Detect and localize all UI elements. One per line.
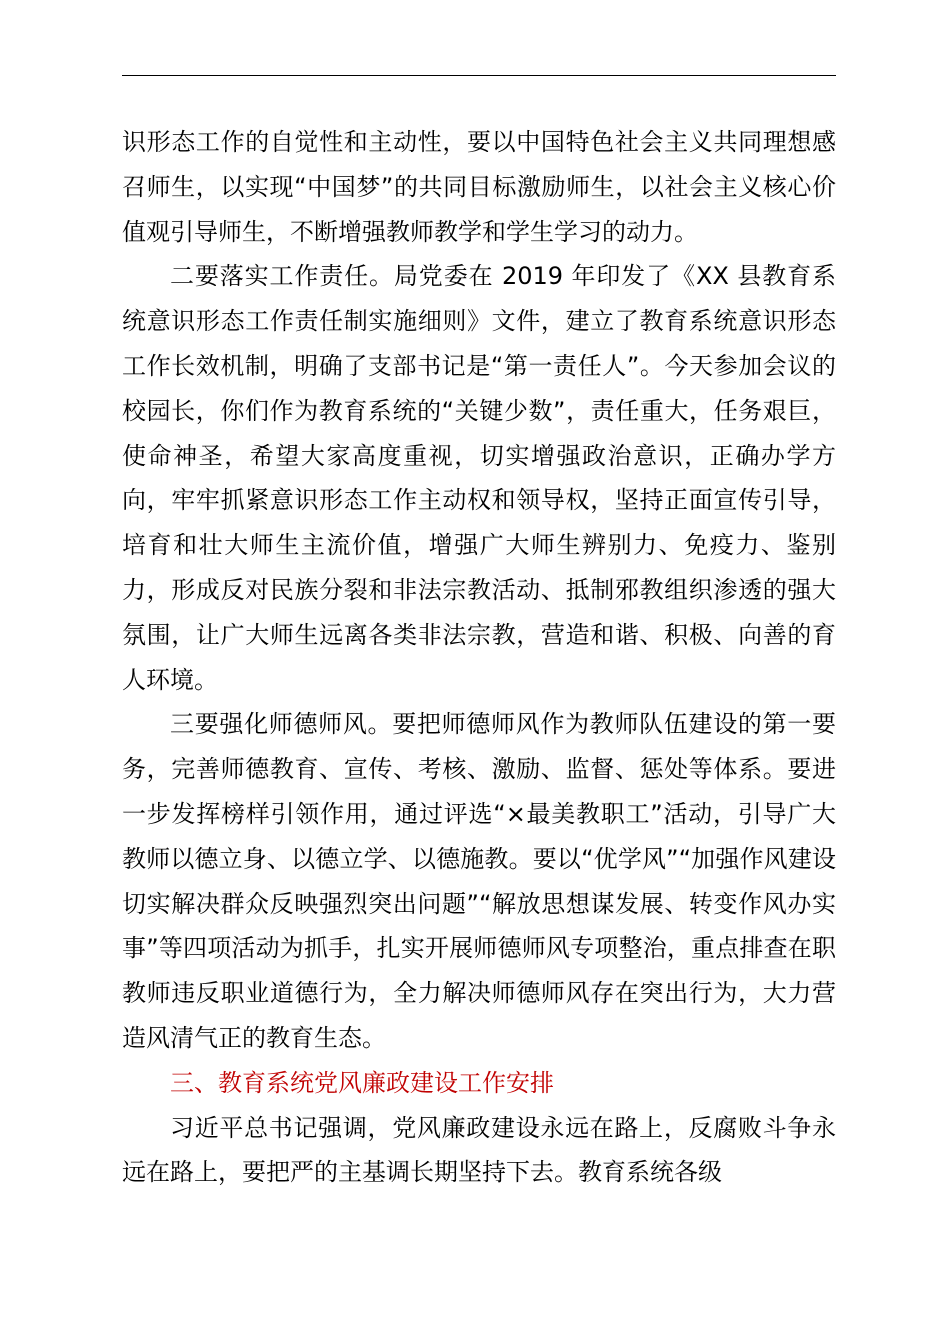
paragraph-party-conduct: 习近平总书记强调，党风廉政建设永远在路上，反腐败斗争永远在路上，要把严的主基调长期坚持下去。教育系统各级: [122, 1113, 836, 1187]
section-heading: 三、教育系统党风廉政建设工作安排: [170, 1068, 554, 1097]
document-body: [122, 120, 836, 1195]
paragraph-work-responsibility: 二要落实工作责任。局党委在 2019 年印发了《XX 县教育系统意识形态工作责任制实施细则》文件，建立了教育系统意识形态工作长效机制，明确了支部书记是“第一责任人”。今天参加会议的校园长，你们作为教育系统的“关键少数”，责任重大，任务艰巨，使命神圣，希望大家高度重视，切实增强政治意识，正确办学方向，牢牢抓紧意识形态工作主动权和领导权，坚持正面宣传引导，培育和壮大师生主流价值，增强广大师生辨别力、免疫力、鉴别力，形成反对民族分裂和非法宗教活动、抵制邪教组织渗透的强大氛围，让广大师生远离各类非法宗教，营造和谐、积极、向善的育人环境。: [122, 262, 836, 694]
paragraph-teacher-ethics: 三要强化师德师风。要把师德师风作为教师队伍建设的第一要务，完善师德教育、宣传、考核、激励、监督、惩处等体系。要进一步发挥榜样引领作用，通过评选“×最美教职工”活动，引导广大教师以德立身、以德立学、以德施教。要以“优学风”“加强作风建设切实解决群众反映强烈突出问题”“解放思想谋发展、转变作风办实事”等四项活动为抓手，扎实开展师德师风专项整治，重点排查在职教师违反职业道德行为，全力解决师德师风存在突出行为，大力营造风清气正的教育生态。: [122, 710, 836, 1052]
paragraph-continuation: 识形态工作的自觉性和主动性，要以中国特色社会主义共同理想感召师生，以实现“中国梦”的共同目标激励师生，以社会主义核心价值观引导师生，不断增强教师教学和学生学习的动力。: [122, 128, 836, 246]
header-rule: [122, 75, 836, 76]
